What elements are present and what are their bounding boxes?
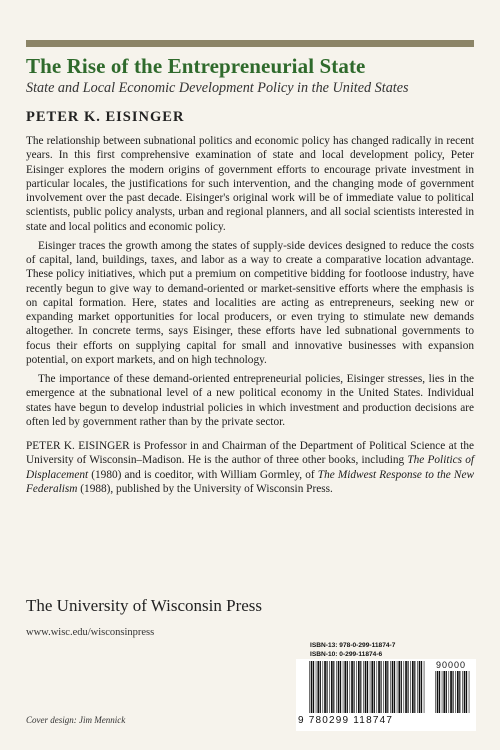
barcode: [296, 659, 476, 731]
bio-text-2: (1980) and is coeditor, with William Gormley, of: [88, 468, 318, 481]
barcode-addon-bars: [434, 671, 470, 713]
bio-text-3: (1988), published by the University of Wisconsin Press.: [77, 482, 333, 495]
isbn-block: [310, 641, 395, 659]
description-text: [26, 134, 474, 501]
bio-text-1: PETER K. EISINGER is Professor in and Chairman of the Department of Political Science at the University of Wisconsin–Madison. He is the author of three other books, including: [26, 440, 474, 467]
description-paragraph-3: The importance of these demand-oriented entrepreneurial policies, Eisinger stresses, lies in the emergence at the subnational level of a new political economy in the United States. Individual states have begun to develop industrial policies in which investment and production decisions are often led by government rather than by the private sector.: [26, 373, 474, 428]
bio-book-2: The Midwest Response to the New Federalism: [26, 468, 475, 495]
price-code: 90000: [435, 660, 467, 670]
barcode-digits: 9 780299 118747: [298, 715, 394, 726]
publisher-url: www.wisc.edu/wisconsinpress: [26, 627, 155, 638]
author-bio: [26, 439, 474, 496]
description-paragraph-2: Eisinger traces the growth among the states of supply-side devices designed to reduce the costs of capital, land, buildings, taxes, and labor as a way to create a comparative location advantage. These policy initiatives, which put a premium on competitive bidding for footloose industry, have recently begun to give way to demand-oriented or market-sensitive efforts where the emphasis is on capital formation. Here, states and localities are acting as entrepreneurs, seeking new or expanding market opportunities for local producers, or even trying to stimulate new demands altogether. In concrete terms, says Eisinger, these efforts have led subnational governments to focus their efforts on supplying capital for small and innovative businesses with expansion potential, on export markets, and on high technology.: [26, 239, 474, 366]
book-title: The Rise of the Entrepreneurial State: [26, 54, 366, 78]
barcode-bars: [308, 661, 426, 713]
description-paragraph-1: The relationship between subnational politics and economic policy has changed radically in recent years. In this first comprehensive examination of state and local development policy, Peter Eisinger explores the modern origins of government efforts to encourage private investment in particular locales, the justifications for such intervention, and the changing mode of government involvement over the past decade. Eisinger's original work will be of immediate value to political scientists, public policy analysts, urban and regional planners, and all social scientists interested in state and local politics and economic policy.: [26, 135, 474, 233]
isbn-10: ISBN-10: 0-299-11874-6: [310, 651, 383, 658]
bio-book-1: The Politics of Displacement: [26, 454, 474, 481]
top-rule: [26, 40, 474, 47]
author-name: PETER K. EISINGER: [26, 109, 185, 125]
book-subtitle: State and Local Economic Development Policy in the United States: [26, 80, 409, 96]
cover-design-credit: Cover design: Jim Mennick: [26, 715, 126, 725]
isbn-13: ISBN-13: 978-0-299-11874-7: [310, 642, 396, 649]
publisher-name: The University of Wisconsin Press: [26, 596, 263, 615]
